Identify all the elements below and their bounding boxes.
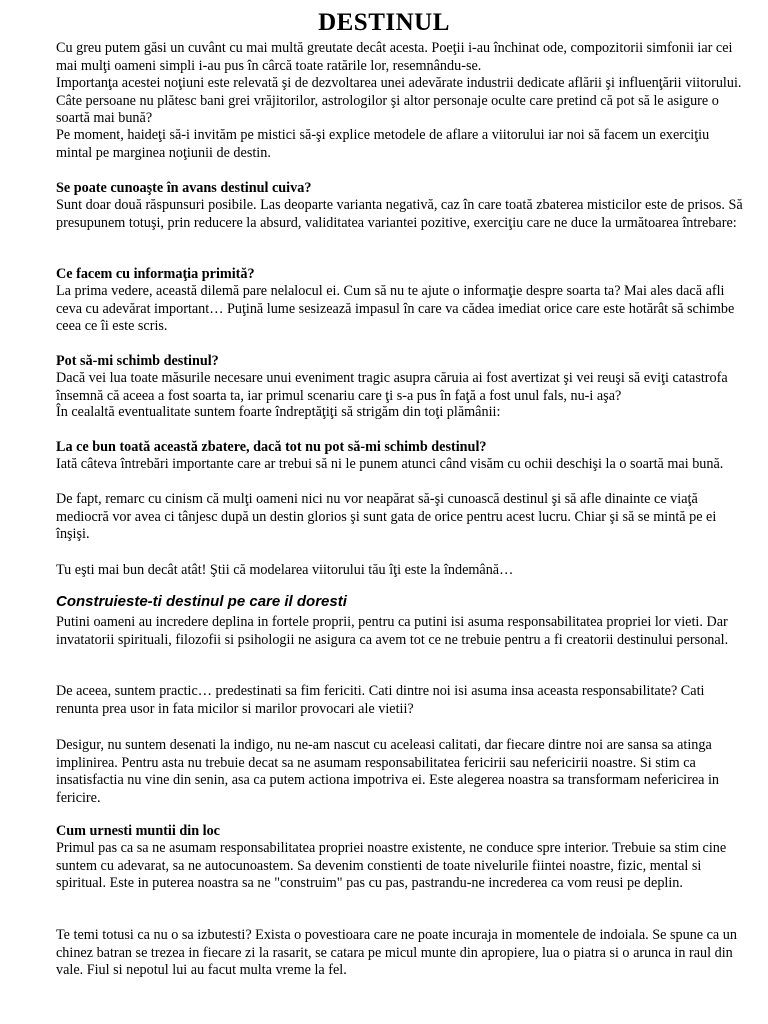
question-text-4b: De fapt, remarc cu cinism că mulţi oameni nici nu vor neapărat să-şi cunoască destinul şi să afle dinainte ce viaţă mediocră vor avea ci tânjesc după un destin glorios şi sunt gata de orice pentru acest lucru. Chiar şi să se mintă pe ei înşişi. xyxy=(56,491,717,543)
section2-paragraph-1: Putini oameni au incredere deplina in fortele proprii, pentru ca putini isi asuma responsabilitatea propriei lor vieti. Dar invatatorii spirituali, filozofii si psihologii ne asigura ca avem tot ce ne trebuie pentru a fi creatorii destinului personal. xyxy=(56,614,729,648)
section-heading-cum-urnesti: Cum urnesti muntii din loc xyxy=(56,823,220,839)
question-text-2: La prima vedere, această dilemă pare nelalocul ei. Cum să nu te ajute o informaţie despre soarta ta? Mai ales dacă afli ceva cu adevărat important… Puţină lume sesizează impasul în care va cădea imediat orice care este hotărât să schimbe ceea ce îi este scris. xyxy=(56,283,735,335)
section3-paragraph-2: Te temi totusi ca nu o sa izbutesti? Exista o povestioara care ne poate incuraja in momentele de indoiala. Se spune ca un chinez batran se trezea in fiecare zi la rasarit, se catara pe micul munte din apropiere, lua o piatra si o arunca in raul din vale. Fiul si nepotul lui au facut multa vreme la fel. xyxy=(56,927,737,979)
question-heading-4: La ce bun toată această zbatere, dacă tot nu pot să-mi schimb destinul? xyxy=(56,439,487,455)
question-text-4a: Iată câteva întrebări importante care ar trebui să ni le punem atunci când visăm cu ochii deschişi la o soartă mai bună. xyxy=(56,456,724,472)
question-text-1: Sunt doar două răspunsuri posibile. Las deoparte varianta negativă, caz în care toată zbaterea misticilor este de prisos. Să presupunem totuşi, prin reducere la absurd, validitatea variantei pozitive, exerciţiu care ne duce la următoarea întrebare: xyxy=(56,197,743,231)
document-title: DESTINUL xyxy=(318,9,450,36)
intro-paragraph-3: Pe moment, haideţi să-i invităm pe mistici să-şi explice metodele de aflare a viitorului iar noi să facem un exerciţiu mintal pe marginea noţiunii de destin. xyxy=(56,127,710,161)
question-text-3a: Dacă vei lua toate măsurile necesare unui eveniment tragic asupra căruia ai fost avertizat şi vei reuşi să eviţi catastrofa însemnă că aceea a fost soarta ta, iar primul scenariu care ţi s-a pus în faţă a fost unul fals, nu-i aşa? xyxy=(56,370,728,404)
question-heading-1: Se poate cunoaşte în avans destinul cuiva? xyxy=(56,180,312,196)
question-heading-2: Ce facem cu informaţia primită? xyxy=(56,266,255,282)
question-heading-3: Pot să-mi schimb destinul? xyxy=(56,353,219,369)
question-text-4c: Tu eşti mai bun decât atât! Ştii că modelarea viitorului tău îţi este la îndemână… xyxy=(56,562,514,578)
section2-paragraph-3: Desigur, nu suntem desenati la indigo, nu ne-am nascut cu aceleasi calitati, dar fiecare dintre noi are sansa sa atinga implinirea. Pentru asta nu trebuie decat sa ne asumam responsabilitatea fericirii sau nefericirii noastre. Si stim ca insatisfactia nu vine din senin, asa ca putem actiona impotriva ei. Este alegerea noastra sa transformam nefericirea in fericire. xyxy=(56,737,719,806)
intro-paragraph-1: Cu greu putem găsi un cuvânt cu mai multă greutate decât acesta. Poeţii i-au închinat ode, compozitorii simfonii iar cei mai mulţi oameni simpli i-au pus în cârcă toate ratările lor, resemnându-se. xyxy=(56,40,733,74)
question-text-3b: În cealaltă eventualitate suntem foarte îndreptăţiţi să strigăm din toţi plămânii: xyxy=(56,404,501,420)
intro-paragraph-2: Importanţa acestei noţiuni este relevată şi de dezvoltarea unei adevărate industrii dedicate aflării şi influenţării viitorului. Câte persoane nu plătesc bani grei vrăjitorilor, astrologilor şi altor personaje oculte care pretind că pot să le asigure o soartă mai bună? xyxy=(56,75,742,127)
section-heading-construieste: Construieste-ti destinul pe care il doresti xyxy=(56,593,347,610)
section3-paragraph-1: Primul pas ca sa ne asumam responsabilitatea propriei noastre existente, ne conduce spre interior. Trebuie sa stim cine suntem cu adevarat, sa ne autocunoastem. Sa devenim constienti de toate nivelurile fiintei noastre, fizic, mental si spiritual. Este in puterea noastra sa ne "construim" pas cu pas, pastrandu-ne increderea ca vom reusi pe deplin. xyxy=(56,840,727,892)
section2-paragraph-2: De aceea, suntem practic… predestinati sa fim fericiti. Cati dintre noi isi asuma insa aceasta responsabilitate? Cati renunta prea usor in fata micilor si marilor provocari ale vietii? xyxy=(56,683,705,717)
